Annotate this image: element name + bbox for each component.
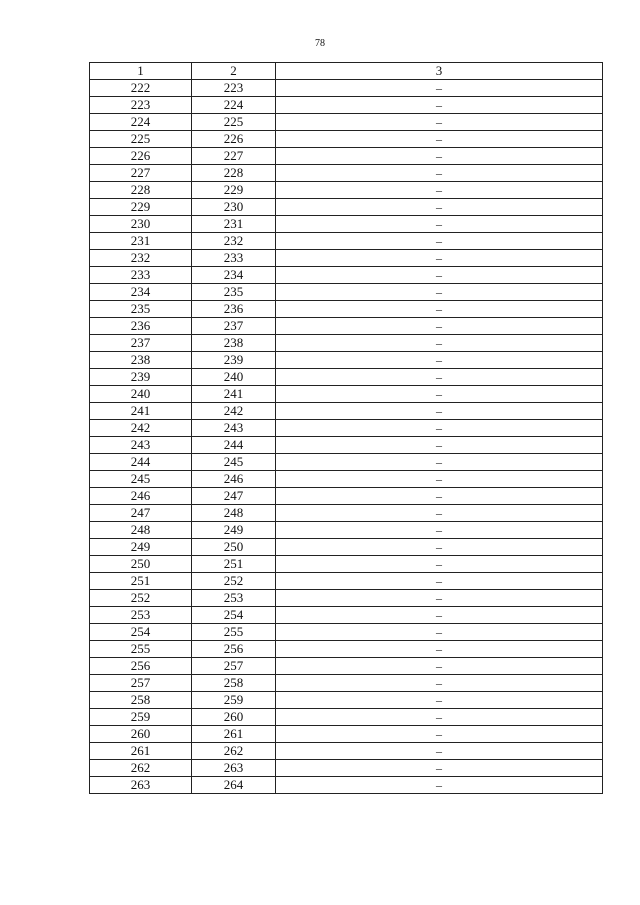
table-row	[90, 726, 603, 743]
table-cell: –	[276, 505, 603, 522]
table-cell: 235	[192, 284, 276, 301]
table-row	[90, 454, 603, 471]
table-cell: 225	[192, 114, 276, 131]
table-cell: 225	[90, 131, 192, 148]
table-cell: 253	[90, 607, 192, 624]
table-cell: –	[276, 556, 603, 573]
table-row	[90, 777, 603, 794]
table-cell: –	[276, 114, 603, 131]
table-cell: 260	[192, 709, 276, 726]
table-cell: –	[276, 182, 603, 199]
table-row	[90, 369, 603, 386]
table-row	[90, 556, 603, 573]
table-cell: –	[276, 369, 603, 386]
table-cell: –	[276, 97, 603, 114]
table-row	[90, 97, 603, 114]
table-cell: 230	[90, 216, 192, 233]
table-row	[90, 624, 603, 641]
table-cell: 255	[192, 624, 276, 641]
table-cell: –	[276, 624, 603, 641]
table-cell: 232	[192, 233, 276, 250]
table-row	[90, 80, 603, 97]
table-cell: 261	[90, 743, 192, 760]
table-cell: 230	[192, 199, 276, 216]
table-cell: 233	[90, 267, 192, 284]
table-cell: 227	[90, 165, 192, 182]
table-cell: –	[276, 641, 603, 658]
table-cell: 247	[192, 488, 276, 505]
table-cell: 246	[90, 488, 192, 505]
table-cell: –	[276, 233, 603, 250]
table-cell: –	[276, 80, 603, 97]
table-cell: –	[276, 658, 603, 675]
table-row	[90, 216, 603, 233]
table-cell: –	[276, 216, 603, 233]
table-row	[90, 403, 603, 420]
table-cell: 250	[192, 539, 276, 556]
table-cell: 237	[90, 335, 192, 352]
table-cell: 241	[90, 403, 192, 420]
table-cell: –	[276, 386, 603, 403]
table-cell: 242	[90, 420, 192, 437]
table-cell: –	[276, 165, 603, 182]
table-row	[90, 590, 603, 607]
table-row	[90, 318, 603, 335]
table-cell: 256	[90, 658, 192, 675]
table-cell: 252	[192, 573, 276, 590]
table-row	[90, 267, 603, 284]
table-row	[90, 301, 603, 318]
table-cell: –	[276, 318, 603, 335]
table-cell: –	[276, 760, 603, 777]
table-cell: 254	[90, 624, 192, 641]
table-cell: –	[276, 488, 603, 505]
table-row	[90, 335, 603, 352]
table-cell: 226	[90, 148, 192, 165]
table-row	[90, 437, 603, 454]
table-cell: 228	[192, 165, 276, 182]
page-number: 78	[315, 38, 325, 49]
table-cell: 244	[90, 454, 192, 471]
table-cell: 245	[90, 471, 192, 488]
table-cell: 263	[192, 760, 276, 777]
table-cell: 236	[90, 318, 192, 335]
table-cell: 264	[192, 777, 276, 794]
table-row	[90, 658, 603, 675]
table-cell: 259	[90, 709, 192, 726]
table-cell: 251	[192, 556, 276, 573]
table-cell: 255	[90, 641, 192, 658]
table-cell: 252	[90, 590, 192, 607]
table-cell: –	[276, 352, 603, 369]
table-cell: 238	[90, 352, 192, 369]
table-cell: 228	[90, 182, 192, 199]
table-cell: 240	[192, 369, 276, 386]
table-row	[90, 250, 603, 267]
table-cell: –	[276, 131, 603, 148]
table-row	[90, 488, 603, 505]
table-row	[90, 522, 603, 539]
table-cell: 226	[192, 131, 276, 148]
table-cell: 248	[90, 522, 192, 539]
table-cell: 258	[90, 692, 192, 709]
table-cell: 257	[192, 658, 276, 675]
table-cell: –	[276, 148, 603, 165]
table-cell: 259	[192, 692, 276, 709]
table-cell: 248	[192, 505, 276, 522]
table-cell: 249	[90, 539, 192, 556]
table-cell: –	[276, 454, 603, 471]
table-row	[90, 641, 603, 658]
table-row	[90, 352, 603, 369]
table-cell: 234	[192, 267, 276, 284]
table-cell: –	[276, 301, 603, 318]
table-cell: 239	[90, 369, 192, 386]
table-row	[90, 675, 603, 692]
table-cell: 233	[192, 250, 276, 267]
table-row	[90, 148, 603, 165]
table-cell: 249	[192, 522, 276, 539]
table-row	[90, 386, 603, 403]
table-cell: 254	[192, 607, 276, 624]
table-cell: 231	[90, 233, 192, 250]
table-cell: –	[276, 522, 603, 539]
table-cell: –	[276, 267, 603, 284]
table-row	[90, 233, 603, 250]
table-cell: –	[276, 692, 603, 709]
table-row	[90, 573, 603, 590]
table-row	[90, 182, 603, 199]
table-cell: 250	[90, 556, 192, 573]
table-cell: –	[276, 777, 603, 794]
table-cell: 261	[192, 726, 276, 743]
table-cell: 224	[192, 97, 276, 114]
table-cell: –	[276, 335, 603, 352]
column-header: 3	[276, 63, 603, 80]
table-cell: 224	[90, 114, 192, 131]
table-cell: 229	[192, 182, 276, 199]
table-cell: 256	[192, 641, 276, 658]
table-cell: –	[276, 471, 603, 488]
table-cell: 243	[90, 437, 192, 454]
table-row	[90, 471, 603, 488]
table-cell: –	[276, 284, 603, 301]
table-cell: 232	[90, 250, 192, 267]
table-cell: –	[276, 199, 603, 216]
table-cell: –	[276, 437, 603, 454]
table-cell: 223	[90, 97, 192, 114]
table-row	[90, 131, 603, 148]
table-cell: –	[276, 573, 603, 590]
table-cell: 247	[90, 505, 192, 522]
table-cell: 227	[192, 148, 276, 165]
table-cell: 262	[90, 760, 192, 777]
table-cell: –	[276, 743, 603, 760]
table-row	[90, 505, 603, 522]
table-cell: –	[276, 539, 603, 556]
table-row	[90, 284, 603, 301]
table-cell: –	[276, 607, 603, 624]
data-table	[89, 62, 603, 794]
table-cell: 222	[90, 80, 192, 97]
table-cell: –	[276, 403, 603, 420]
table-cell: 229	[90, 199, 192, 216]
table-row	[90, 199, 603, 216]
table-row	[90, 607, 603, 624]
table-cell: 237	[192, 318, 276, 335]
table-cell: 235	[90, 301, 192, 318]
table-header-row	[90, 63, 603, 80]
table-cell: 262	[192, 743, 276, 760]
table-cell: 251	[90, 573, 192, 590]
table-cell: 241	[192, 386, 276, 403]
table-cell: –	[276, 250, 603, 267]
table-cell: –	[276, 709, 603, 726]
table-cell: –	[276, 590, 603, 607]
table-row	[90, 539, 603, 556]
table-cell: 258	[192, 675, 276, 692]
table-cell: –	[276, 675, 603, 692]
table-cell: 240	[90, 386, 192, 403]
table-cell: 234	[90, 284, 192, 301]
table-cell: 223	[192, 80, 276, 97]
table-cell: 236	[192, 301, 276, 318]
table-cell: 263	[90, 777, 192, 794]
table-cell: –	[276, 726, 603, 743]
table-row	[90, 420, 603, 437]
table-cell: 238	[192, 335, 276, 352]
table-row	[90, 760, 603, 777]
table-cell: 244	[192, 437, 276, 454]
table-row	[90, 114, 603, 131]
table-cell: 260	[90, 726, 192, 743]
column-header: 2	[192, 63, 276, 80]
table-cell: 231	[192, 216, 276, 233]
table-cell: 246	[192, 471, 276, 488]
column-header: 1	[90, 63, 192, 80]
table-cell: 239	[192, 352, 276, 369]
table-body	[90, 80, 603, 794]
table-row	[90, 709, 603, 726]
table-row	[90, 692, 603, 709]
table-cell: 257	[90, 675, 192, 692]
table-row	[90, 743, 603, 760]
table-cell: 245	[192, 454, 276, 471]
table-cell: –	[276, 420, 603, 437]
table-row	[90, 165, 603, 182]
table-cell: 242	[192, 403, 276, 420]
table-cell: 253	[192, 590, 276, 607]
table-cell: 243	[192, 420, 276, 437]
